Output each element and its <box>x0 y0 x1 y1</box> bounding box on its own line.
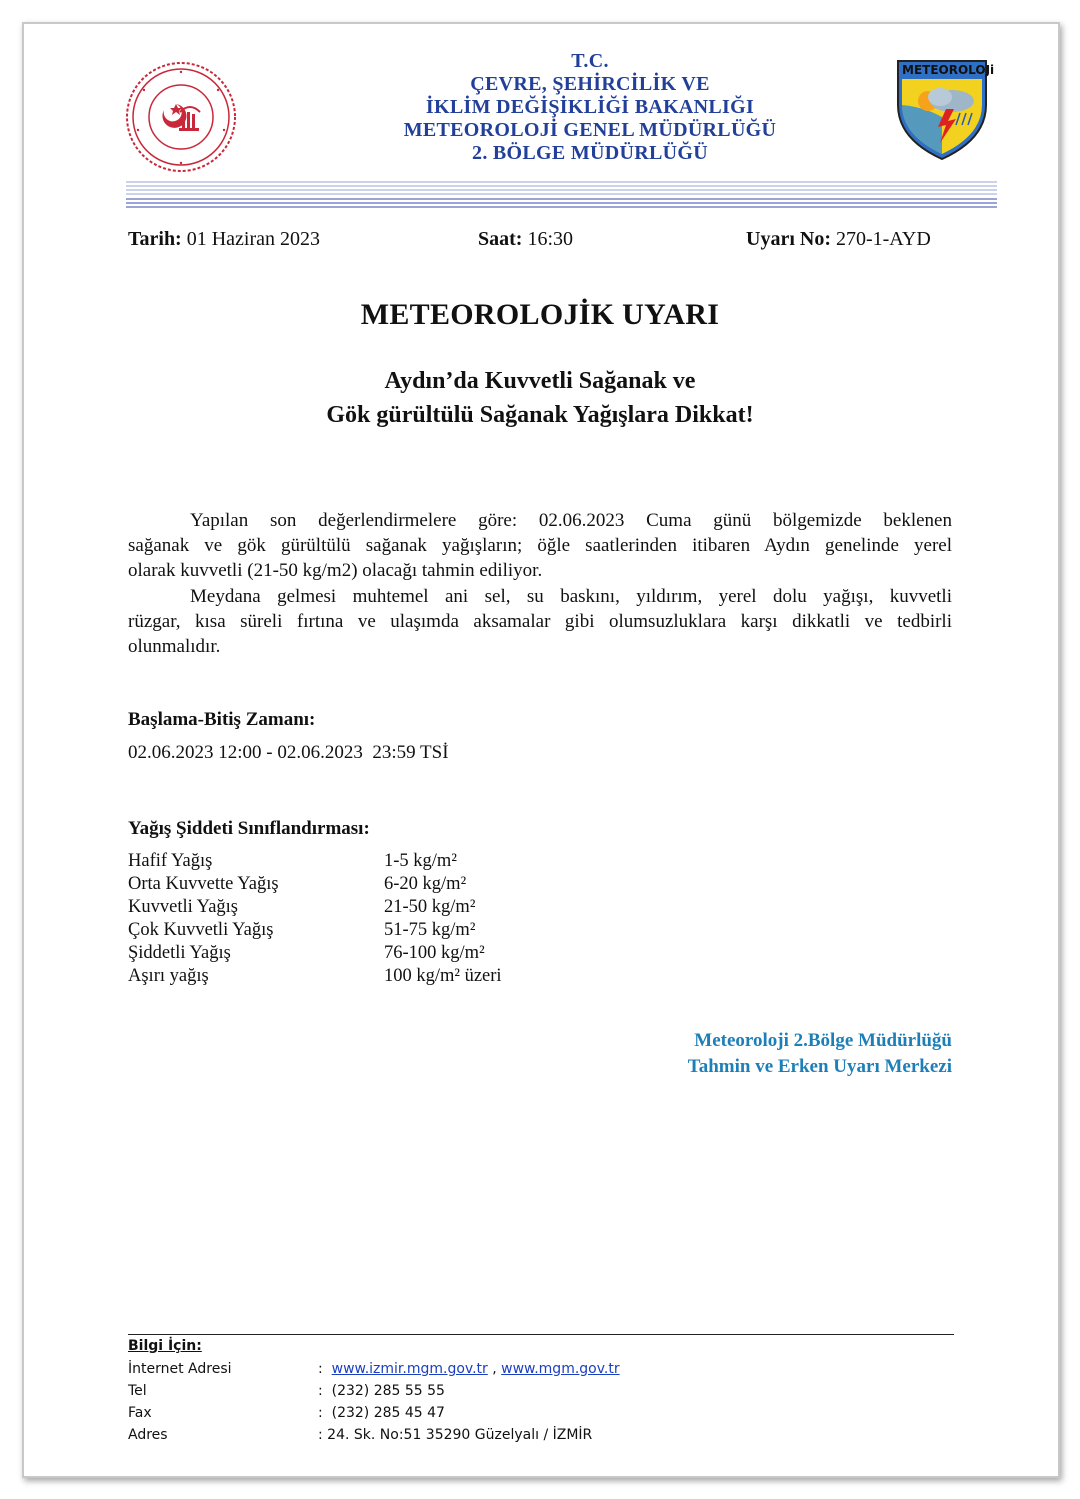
class-name: Çok Kuvvetli Yağış <box>128 920 274 940</box>
class-range: 51-75 kg/m² <box>384 920 476 940</box>
time-field <box>478 228 573 251</box>
meteorology-shield-logo <box>894 57 995 161</box>
address-label: Adres <box>128 1427 168 1443</box>
document-title: METEOROLOJİK UYARI <box>360 298 720 331</box>
signature-line-1: Meteoroloji 2.Bölge Müdürlüğü <box>694 1030 952 1051</box>
internet-label: İnternet Adresi <box>128 1361 232 1377</box>
classification-row <box>128 873 628 896</box>
institution-header <box>300 50 880 165</box>
class-range: 21-50 kg/m² <box>384 897 476 917</box>
paragraph-2-line-2: rüzgar, kısa süreli fırtına ve ulaşımda aksamalar gibi olumsuzluklara karşı dikkatli ve tedbirli <box>128 611 952 632</box>
classification-row <box>128 965 628 988</box>
paragraph-2-line-3: olunmalıdır. <box>128 636 221 657</box>
classification-row <box>128 942 628 965</box>
tel-label: Tel <box>128 1383 147 1399</box>
subtitle-line-2: Gök gürültülü Sağanak Yağışlara Dikkat! <box>326 402 754 428</box>
internet-value <box>318 1361 620 1377</box>
paragraph-2-line-1: Meydana gelmesi muhtemel ani sel, su baskını, yıldırım, yerel dolu yağışı, kuvvetli <box>190 586 952 607</box>
time-label: Saat: <box>478 228 523 250</box>
fax-label: Fax <box>128 1405 152 1421</box>
header-line-ministry-2: İKLİM DEĞİŞİKLİĞİ BAKANLIĞI <box>425 96 755 118</box>
class-name: Aşırı yağış <box>128 966 209 986</box>
body-paragraph-1 <box>128 508 952 583</box>
paragraph-1-line-2: sağanak ve gök gürültülü sağanak yağışların; öğle saatlerinden itibaren Aydın genelinde yerel <box>128 535 952 556</box>
ministry-seal-logo <box>124 60 238 174</box>
class-name: Kuvvetli Yağış <box>128 897 238 917</box>
subtitle-line-1: Aydın’da Kuvvetli Sağanak ve <box>384 368 696 394</box>
footer-divider <box>128 1334 954 1335</box>
classification-label: Yağış Şiddeti Sınıflandırması: <box>128 818 370 839</box>
paragraph-1-line-1: Yapılan son değerlendirmelere göre: 02.06.2023 Cuma günü bölgemizde beklenen <box>190 510 952 531</box>
class-range: 6-20 kg/m² <box>384 874 467 894</box>
period-value: 02.06.2023 12:00 - 02.06.2023 23:59 TSİ <box>128 742 449 763</box>
internet-separator: : <box>318 1361 323 1377</box>
class-range: 100 kg/m² üzeri <box>384 966 502 986</box>
date-field <box>128 228 320 251</box>
classification-row <box>128 850 628 873</box>
tel-value: : (232) 285 55 55 <box>318 1383 445 1399</box>
izmir-mgm-link[interactable]: www.izmir.mgm.gov.tr <box>331 1361 488 1377</box>
class-name: Şiddetli Yağış <box>128 943 231 963</box>
class-range: 1-5 kg/m² <box>384 851 457 871</box>
time-value: 16:30 <box>527 228 574 250</box>
header-line-directorate: METEOROLOJİ GENEL MÜDÜRLÜĞÜ <box>403 119 777 141</box>
header-line-tc: T.C. <box>571 50 609 72</box>
warning-number-value: 270-1-AYD <box>835 228 931 250</box>
header-line-regional: 2. BÖLGE MÜDÜRLÜĞÜ <box>472 142 708 164</box>
warning-number-field <box>746 228 931 251</box>
classification-row <box>128 919 628 942</box>
paragraph-1-line-3: olarak kuvvetli (21-50 kg/m2) olacağı tahmin ediliyor. <box>128 560 543 581</box>
signature-line-2: Tahmin ve Erken Uyarı Merkezi <box>687 1056 952 1077</box>
warning-number-label: Uyarı No: <box>746 228 831 250</box>
footer-title: Bilgi İçin: <box>128 1338 202 1354</box>
date-label: Tarih: <box>128 228 182 250</box>
address-value: : 24. Sk. No:51 35290 Güzelyalı / İZMİR <box>318 1427 593 1443</box>
fax-value: : (232) 285 45 47 <box>318 1405 445 1421</box>
classification-row <box>128 896 628 919</box>
date-value: 01 Haziran 2023 <box>186 228 321 250</box>
mgm-link[interactable]: www.mgm.gov.tr <box>501 1361 620 1377</box>
body-paragraph-2 <box>128 584 952 659</box>
period-label: Başlama-Bitiş Zamanı: <box>128 709 316 730</box>
meteorology-logo-text: METEOROLOJi <box>902 63 995 77</box>
class-range: 76-100 kg/m² <box>384 943 485 963</box>
header-divider-stripes <box>126 180 997 210</box>
header-line-ministry-1: ÇEVRE, ŞEHİRCİLİK VE <box>470 73 710 95</box>
classification-table <box>128 850 628 988</box>
class-name: Orta Kuvvette Yağış <box>128 874 279 894</box>
link-separator: , <box>492 1361 497 1377</box>
class-name: Hafif Yağış <box>128 851 213 871</box>
